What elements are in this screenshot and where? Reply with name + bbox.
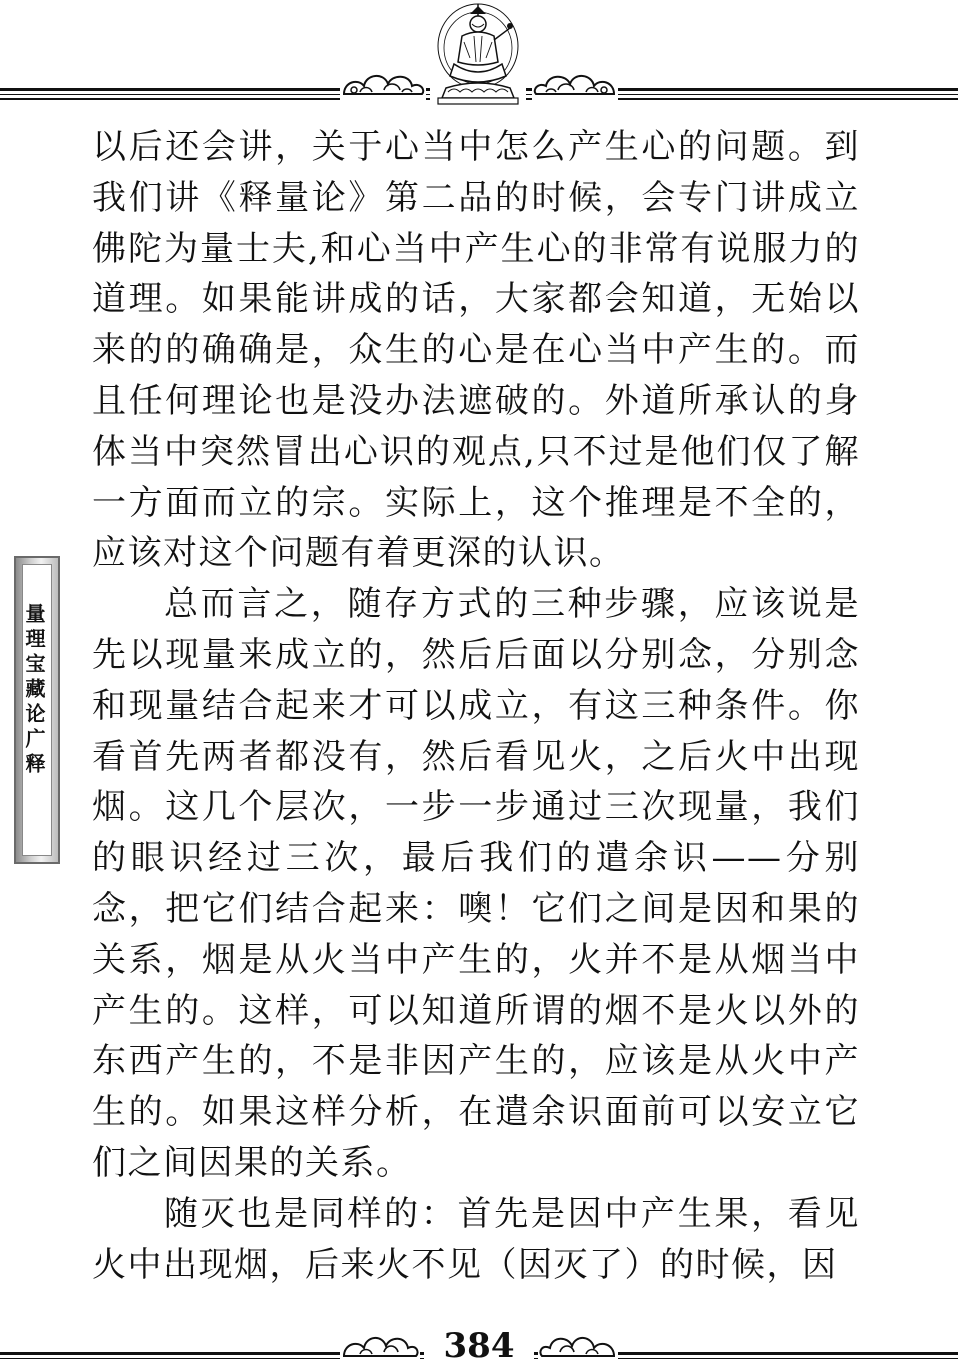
cloud-scroll-icon xyxy=(538,1328,618,1362)
page-number: 384 xyxy=(424,1326,534,1366)
cloud-scroll-icon xyxy=(532,64,618,100)
cloud-scroll-icon xyxy=(340,64,426,100)
paragraph: 随灭也是同样的：首先是因中产生果，看见火中出现烟，后来火不见（因灭了）的时候，因 xyxy=(92,1193,860,1285)
cloud-scroll-icon xyxy=(340,1328,420,1362)
book-title-tab xyxy=(14,556,60,864)
paragraph: 以后还会讲，关于心当中怎么产生心的问题。到我们讲《释量论》第二品的时候，会专门讲成立佛陀为量士夫,和心当中产生心的非常有说服力的道理。如果能讲成的话，大家都会知道，无始以来的的确确是，众生的心是在心当中产生的。而且任何理论也是没办法遮破的。外道所承认的身体当中突然冒出心识的观点,只不过是他们仅了解一方面而立的宗。实际上，这个推理是不全的，应该对这个问题有着更深的认识。 xyxy=(92,127,860,574)
book-title: 量理宝藏论广释 xyxy=(22,603,46,778)
deity-figure-icon xyxy=(430,2,526,106)
page-footer xyxy=(0,1318,958,1369)
page-body xyxy=(92,122,860,1290)
page-header xyxy=(0,0,958,110)
paragraph: 总而言之，随存方式的三种步骤，应该说是先以现量来成立的，然后后面以分别念，分别念和现量结合起来才可以成立，有这三种条件。你看首先两者都没有，然后看见火，之后火中出现烟。这几个层次，一步一步通过三次现量，我们的眼识经过三次，最后我们的遣余识——分别念，把它们结合起来：噢！它们之间是因和果的关系，烟是从火当中产生的，火并不是从烟当中产生的。这样，可以知道所谓的烟不是火以外的东西产生的，不是非因产生的，应该是从火中产生的。如果这样分析，在遣余识面前可以安立它们之间因果的关系。 xyxy=(92,584,860,1183)
